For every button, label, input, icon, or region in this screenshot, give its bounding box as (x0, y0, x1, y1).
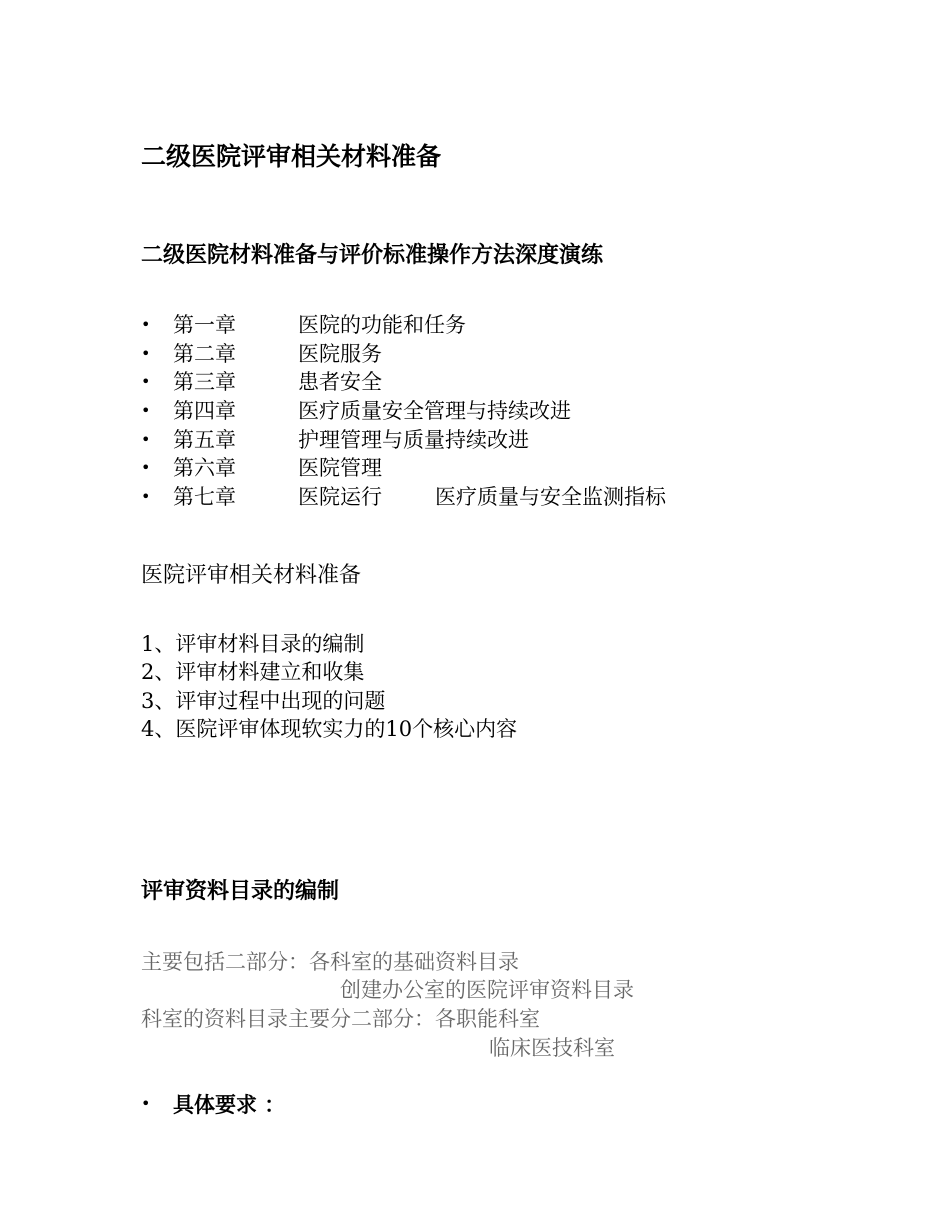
chapter-title: 医院服务 (298, 341, 382, 366)
bullet-icon: • (141, 372, 151, 392)
chapter-list (141, 311, 901, 512)
bullet-icon: • (141, 343, 151, 363)
document-subtitle: 二级医院材料准备与评价标准操作方法深度演练 (141, 243, 604, 268)
chapter-number: 第三章 (173, 370, 236, 395)
chapter-item (141, 397, 901, 426)
chapter-item (141, 340, 901, 369)
chapter-number: 第四章 (173, 399, 236, 424)
bullet-icon: • (141, 487, 151, 507)
bullet-icon: • (141, 315, 151, 334)
list-item: 2、评审材料建立和收集 (141, 660, 365, 685)
requirements-label: 具体要求 ： (173, 1093, 286, 1117)
chapter-number: 第五章 (173, 427, 236, 452)
bullet-icon: • (141, 458, 151, 478)
chapter-title: 护理管理与质量持续改进 (298, 427, 529, 452)
list-item: 3、评审过程中出现的问题 (141, 688, 386, 713)
list-item: 1、评审材料目录的编制 (141, 632, 365, 656)
chapter-item (141, 311, 901, 340)
chapter-title: 医院管理 (298, 456, 382, 481)
chapter-number: 第七章 (173, 485, 236, 510)
catalog-line-3: 科室的资料目录主要分二部分：各职能科室 (141, 1007, 540, 1031)
bullet-icon: • (141, 429, 151, 449)
chapter-item (141, 426, 901, 455)
prep-list (141, 630, 517, 744)
chapter-extra: 医疗质量与安全监测指标 (435, 485, 666, 510)
bullet-icon: • (141, 401, 151, 421)
section-heading-catalog: 评审资料目录的编制 (141, 879, 340, 904)
chapter-title: 患者安全 (298, 370, 382, 395)
chapter-item (141, 368, 901, 397)
bullet-icon: • (141, 1094, 151, 1113)
chapter-title: 医院运行 (298, 485, 382, 510)
document-title: 二级医院评审相关材料准备 (141, 142, 442, 171)
chapter-number: 第六章 (173, 456, 236, 481)
list-item: 4、医院评审体现软实力的10个核心内容 (141, 717, 518, 742)
section-heading-prep: 医院评审相关材料准备 (141, 563, 362, 588)
chapter-item (141, 483, 901, 512)
catalog-line-1: 主要包括二部分：各科室的基础资料目录 (141, 950, 519, 974)
chapter-item (141, 454, 901, 483)
chapter-title: 医疗质量安全管理与持续改进 (298, 399, 571, 424)
catalog-line-2: 创建办公室的医院评审资料目录 (340, 978, 634, 1002)
chapter-number: 第一章 (173, 313, 236, 337)
chapter-number: 第二章 (173, 341, 236, 366)
catalog-line-4: 临床医技科室 (489, 1036, 615, 1060)
chapter-title: 医院的功能和任务 (298, 313, 466, 337)
